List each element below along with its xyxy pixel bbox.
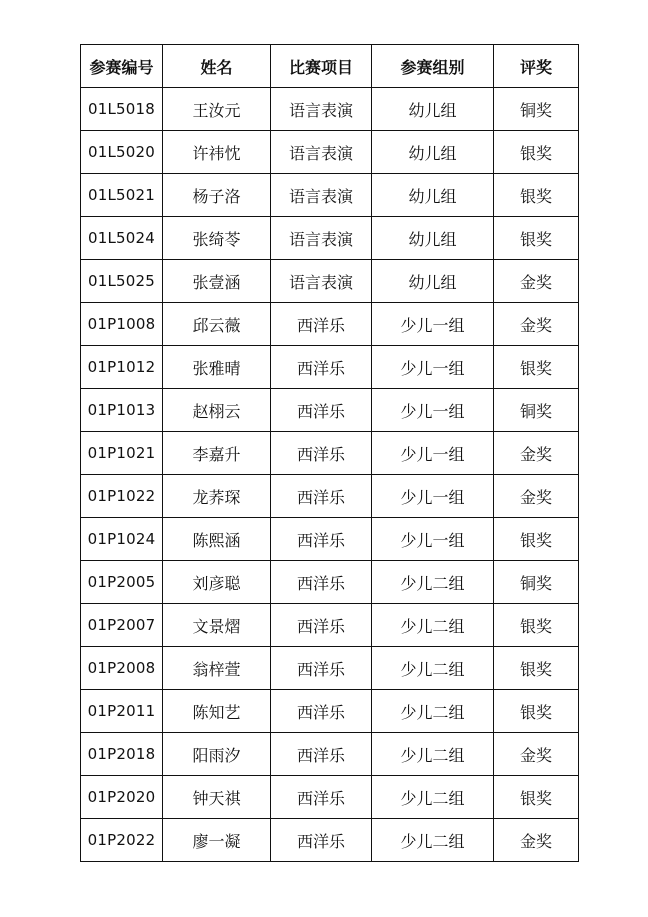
name-cell: 翁梓萱	[163, 647, 271, 690]
award-cell: 银奖	[494, 518, 579, 561]
entry-number-cell: 01L5018	[81, 88, 163, 131]
event-cell: 语言表演	[271, 260, 372, 303]
name-cell: 陈知艺	[163, 690, 271, 733]
table-header	[81, 45, 579, 88]
name-cell: 王汝元	[163, 88, 271, 131]
group-cell: 少儿二组	[372, 690, 494, 733]
entry-number-cell: 01P1022	[81, 475, 163, 518]
table-row	[81, 733, 579, 776]
group-cell: 幼儿组	[372, 131, 494, 174]
event-cell: 语言表演	[271, 131, 372, 174]
name-cell: 张雅晴	[163, 346, 271, 389]
header-award: 评奖	[494, 45, 579, 88]
table-row	[81, 690, 579, 733]
event-cell: 西洋乐	[271, 561, 372, 604]
entry-number-cell: 01P1021	[81, 432, 163, 475]
event-cell: 西洋乐	[271, 776, 372, 819]
award-cell: 金奖	[494, 475, 579, 518]
name-cell: 李嘉升	[163, 432, 271, 475]
award-cell: 金奖	[494, 303, 579, 346]
award-cell: 银奖	[494, 174, 579, 217]
event-cell: 西洋乐	[271, 432, 372, 475]
award-cell: 银奖	[494, 647, 579, 690]
entry-number-cell: 01P2011	[81, 690, 163, 733]
entry-number-cell: 01L5024	[81, 217, 163, 260]
entry-number-cell: 01P1008	[81, 303, 163, 346]
group-cell: 少儿一组	[372, 475, 494, 518]
group-cell: 幼儿组	[372, 174, 494, 217]
name-cell: 陈熙涵	[163, 518, 271, 561]
award-cell: 铜奖	[494, 88, 579, 131]
event-cell: 语言表演	[271, 88, 372, 131]
award-cell: 铜奖	[494, 561, 579, 604]
table-row	[81, 518, 579, 561]
group-cell: 少儿二组	[372, 819, 494, 862]
event-cell: 西洋乐	[271, 389, 372, 432]
table-row	[81, 647, 579, 690]
event-cell: 西洋乐	[271, 604, 372, 647]
event-cell: 西洋乐	[271, 733, 372, 776]
event-cell: 语言表演	[271, 174, 372, 217]
name-cell: 张壹涵	[163, 260, 271, 303]
table-row	[81, 776, 579, 819]
award-cell: 银奖	[494, 217, 579, 260]
name-cell: 文景熠	[163, 604, 271, 647]
award-cell: 铜奖	[494, 389, 579, 432]
table-body	[81, 88, 579, 862]
entry-number-cell: 01P1013	[81, 389, 163, 432]
group-cell: 少儿一组	[372, 432, 494, 475]
header-group: 参赛组别	[372, 45, 494, 88]
header-event: 比赛项目	[271, 45, 372, 88]
awards-table	[80, 44, 579, 862]
group-cell: 少儿一组	[372, 303, 494, 346]
entry-number-cell: 01L5025	[81, 260, 163, 303]
entry-number-cell: 01P1024	[81, 518, 163, 561]
group-cell: 少儿一组	[372, 518, 494, 561]
name-cell: 钟天祺	[163, 776, 271, 819]
entry-number-cell: 01P1012	[81, 346, 163, 389]
award-cell: 金奖	[494, 819, 579, 862]
table-row	[81, 346, 579, 389]
group-cell: 少儿二组	[372, 561, 494, 604]
award-cell: 银奖	[494, 690, 579, 733]
table-row	[81, 561, 579, 604]
entry-number-cell: 01P2007	[81, 604, 163, 647]
table-row	[81, 819, 579, 862]
group-cell: 少儿二组	[372, 604, 494, 647]
table-row	[81, 475, 579, 518]
name-cell: 邱云薇	[163, 303, 271, 346]
table-row	[81, 432, 579, 475]
award-cell: 金奖	[494, 432, 579, 475]
entry-number-cell: 01P2022	[81, 819, 163, 862]
event-cell: 西洋乐	[271, 819, 372, 862]
group-cell: 幼儿组	[372, 260, 494, 303]
group-cell: 少儿二组	[372, 647, 494, 690]
event-cell: 西洋乐	[271, 690, 372, 733]
name-cell: 张绮苓	[163, 217, 271, 260]
award-cell: 金奖	[494, 260, 579, 303]
award-cell: 银奖	[494, 131, 579, 174]
event-cell: 西洋乐	[271, 518, 372, 561]
name-cell: 刘彦聪	[163, 561, 271, 604]
name-cell: 阳雨汐	[163, 733, 271, 776]
award-cell: 银奖	[494, 604, 579, 647]
entry-number-cell: 01P2008	[81, 647, 163, 690]
event-cell: 西洋乐	[271, 346, 372, 389]
entry-number-cell: 01L5021	[81, 174, 163, 217]
name-cell: 龙荞琛	[163, 475, 271, 518]
event-cell: 西洋乐	[271, 303, 372, 346]
entry-number-cell: 01L5020	[81, 131, 163, 174]
name-cell: 廖一凝	[163, 819, 271, 862]
header-name: 姓名	[163, 45, 271, 88]
entry-number-cell: 01P2005	[81, 561, 163, 604]
name-cell: 赵栩云	[163, 389, 271, 432]
table-row	[81, 131, 579, 174]
table-row	[81, 389, 579, 432]
table-row	[81, 88, 579, 131]
header-entry-number: 参赛编号	[81, 45, 163, 88]
table-row	[81, 260, 579, 303]
event-cell: 西洋乐	[271, 475, 372, 518]
group-cell: 少儿二组	[372, 733, 494, 776]
table-row	[81, 217, 579, 260]
table-row	[81, 303, 579, 346]
group-cell: 幼儿组	[372, 217, 494, 260]
award-cell: 银奖	[494, 346, 579, 389]
name-cell: 杨子洛	[163, 174, 271, 217]
group-cell: 幼儿组	[372, 88, 494, 131]
award-cell: 银奖	[494, 776, 579, 819]
table-row	[81, 604, 579, 647]
name-cell: 许祎忱	[163, 131, 271, 174]
event-cell: 语言表演	[271, 217, 372, 260]
header-row	[81, 45, 579, 88]
entry-number-cell: 01P2018	[81, 733, 163, 776]
entry-number-cell: 01P2020	[81, 776, 163, 819]
award-cell: 金奖	[494, 733, 579, 776]
group-cell: 少儿一组	[372, 346, 494, 389]
table-row	[81, 174, 579, 217]
group-cell: 少儿二组	[372, 776, 494, 819]
event-cell: 西洋乐	[271, 647, 372, 690]
group-cell: 少儿一组	[372, 389, 494, 432]
